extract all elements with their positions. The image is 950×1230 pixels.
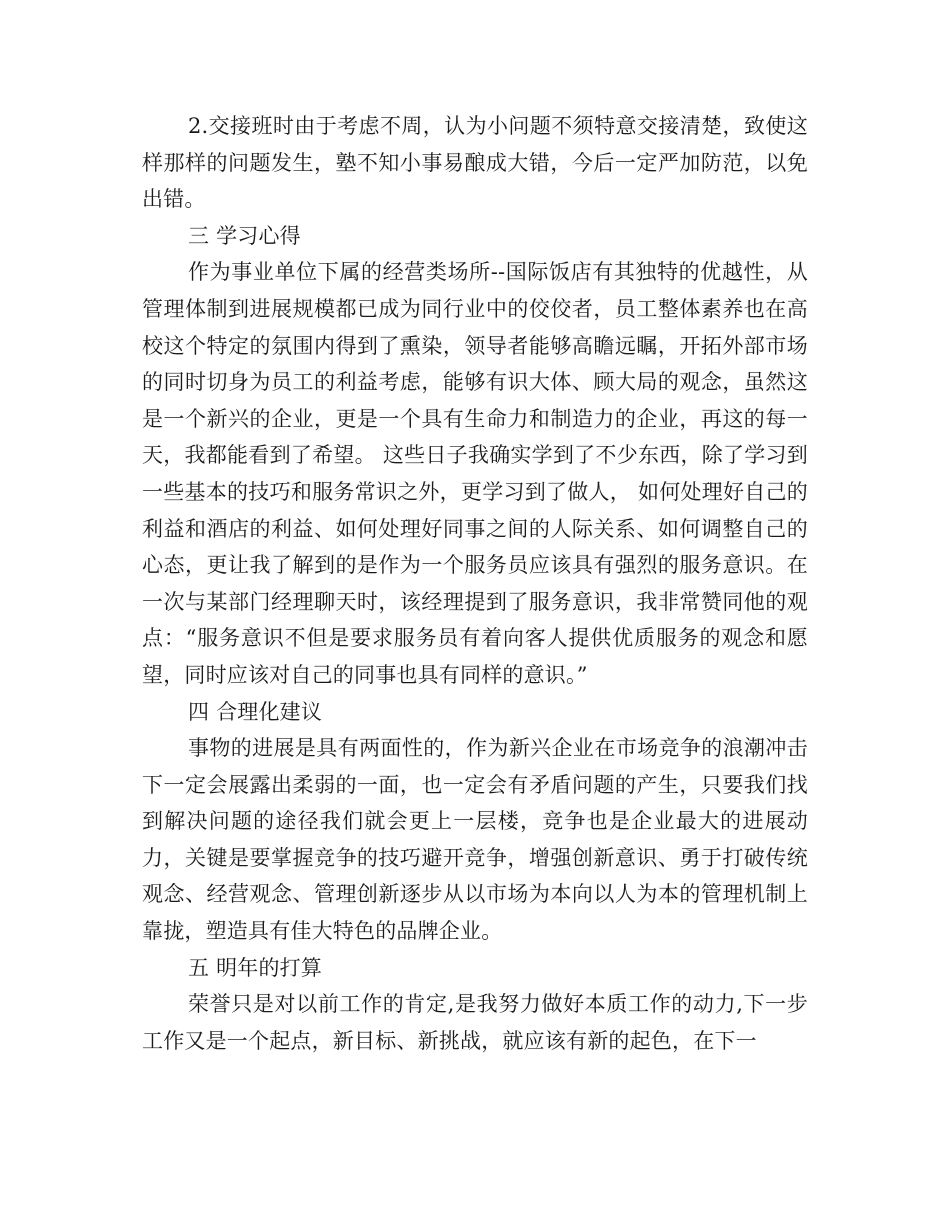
paragraph-next-year: 荣誉只是对以前工作的肯定,是我努力做好本质工作的动力,下一步工作又是一个起点，新目标、新挑战，就应该有新的起色，在下一 [142, 992, 808, 1053]
paragraph-suggestions: 事物的进展是具有两面性的，作为新兴企业在市场竞争的浪潮冲击下一定会展露出柔弱的一面，也一定会有矛盾问题的产生，只要我们找到解决问题的途径我们就会更上一层楼，竞争也是企业最大的进展动力，关键是要掌握竞争的技巧避开竞争，增强创新意识、勇于打破传统观念、经营观念、管理创新逐步从以市场为本向以人为本的管理机制上靠拢，塑造具有佳大特色的品牌企业。 [142, 736, 808, 944]
document-body [142, 108, 808, 1059]
paragraph-learning: 作为事业单位下属的经营类场所--国际饭店有其独特的优越性，从管理体制到进展规模都已成为同行业中的佼佼者，员工整体素养也在高校这个特定的氛围内得到了熏染，领导者能够高瞻远瞩，开拓外部市场的同时切身为员工的利益考虑，能够有识大体、顾大局的观念，虽然这是一个新兴的企业，更是一个具有生命力和制造力的企业，再这的每一天，我都能看到了希望。 这些日子我确实学到了不少东西，除了学习到一些基本的技巧和服务常识之外，更学习到了做人， 如何处理好自己的利益和酒店的利益、如何处理好同事之间的人际关系、如何调整自己的心态，更让我了解到的是作为一个服务员应该具有强烈的服务意识。在一次与某部门经理聊天时，该经理提到了服务意识，我非常赞同他的观点：“服务意识不但是要求服务员有着向客人提供优质服务的观念和愿望，同时应该对自己的同事也具有同样的意识。” [142, 260, 808, 687]
section-heading-suggestions: 四 合理化建议 [188, 699, 323, 724]
paragraph-handover: 2.交接班时由于考虑不周，认为小问题不须特意交接清楚，致使这样那样的问题发生，塾不知小事易酿成大错，今后一定严加防范，以免出错。 [142, 114, 808, 212]
section-heading-learning: 三 学习心得 [188, 223, 301, 248]
section-heading-next-year: 五 明年的打算 [188, 955, 323, 980]
